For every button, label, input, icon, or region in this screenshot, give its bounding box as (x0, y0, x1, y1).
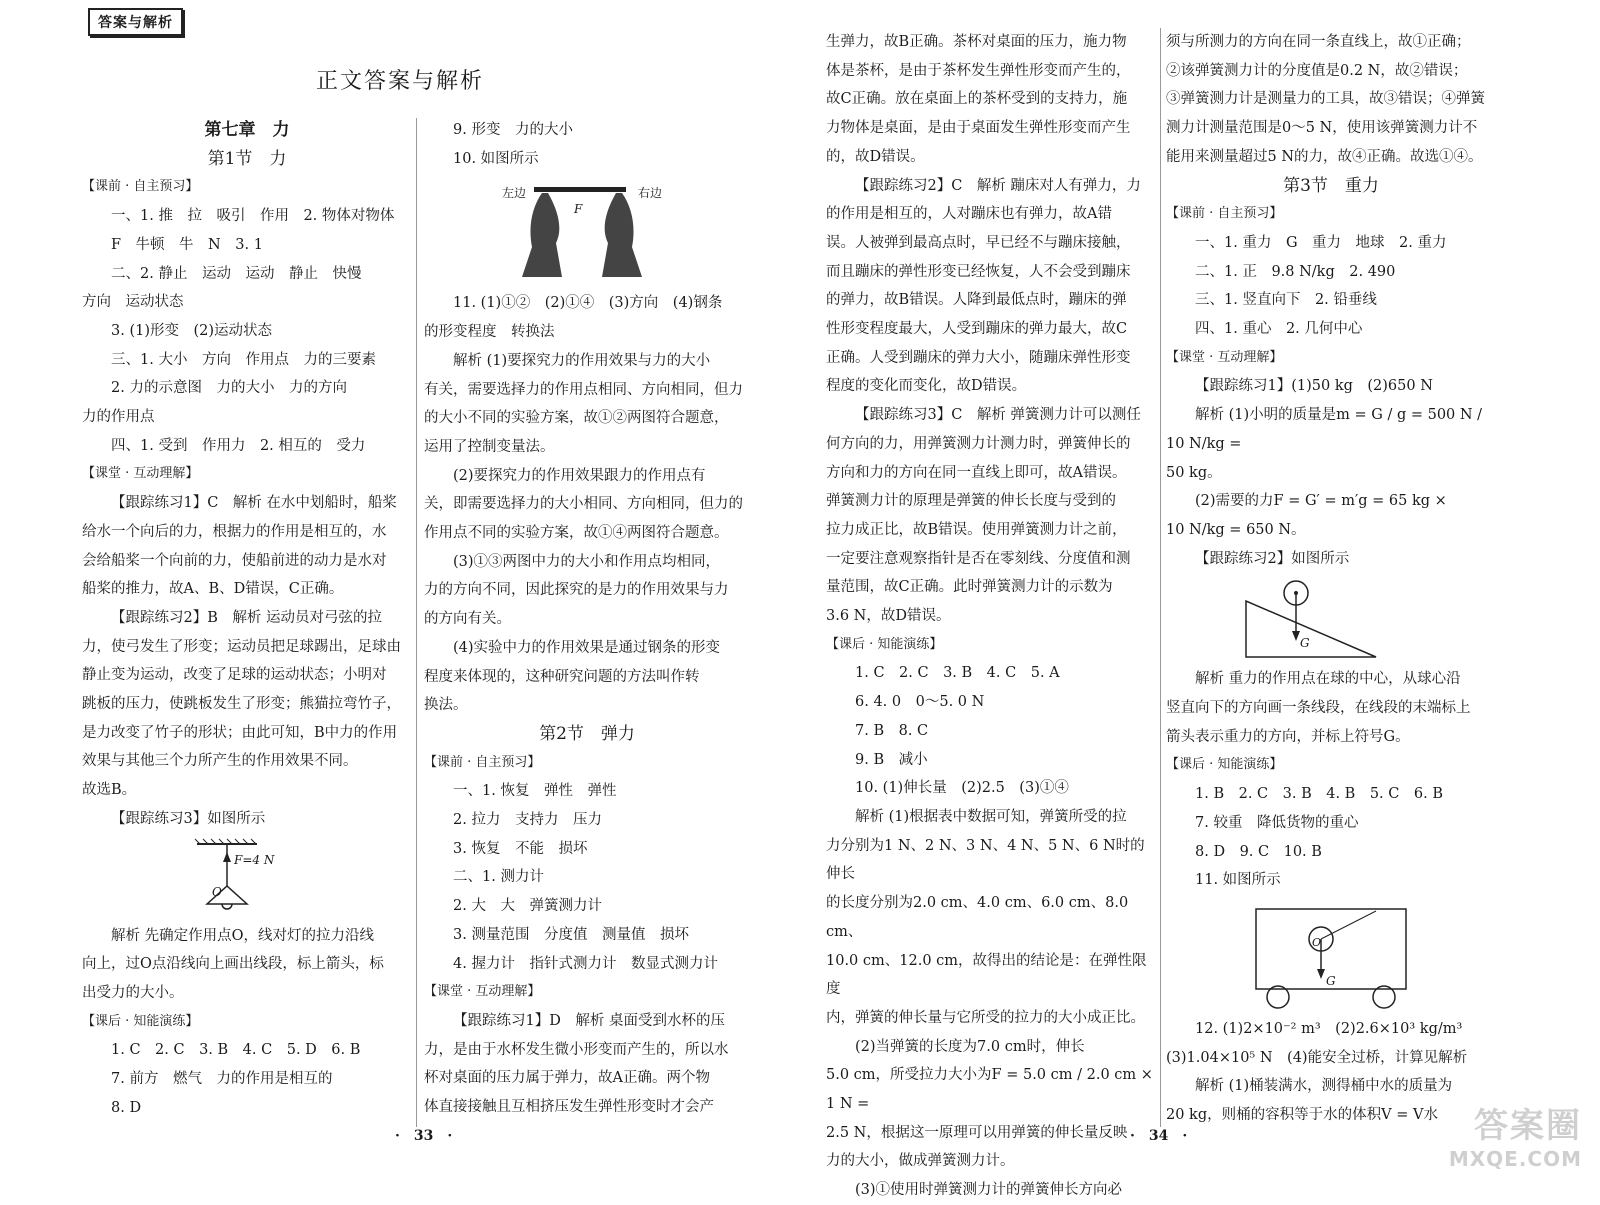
text-line: 体是茶杯，是由于茶杯发生弹性形变而产生的， (826, 62, 1131, 79)
text-line: 力物体是桌面，是由于桌面发生弹性形变而产生 (826, 120, 1131, 137)
left-side-label: 左边 (502, 186, 527, 201)
text-line: (2)需要的力F = G′ = m′g = 65 kg × (1195, 493, 1447, 510)
text-line: 8. D (111, 1099, 142, 1116)
text-line: 力的方向不同，因此探究的是力的作用效果与力 (424, 582, 729, 599)
text-line: ②该弹簧测力计的分度值是0.2 N，故②错误； (1166, 62, 1468, 79)
text-line: 能用来测量超过5 N的力，故④正确。故选①④。 (1166, 148, 1483, 165)
text-line: 12. (1)2×10⁻² m³ (2)2.6×10³ kg/m³ (1195, 1020, 1463, 1037)
text-line: (2)要探究力的作用效果跟力的作用点有 (453, 467, 706, 484)
text-line: 【跟踪练习1】(1)50 kg (2)650 N (1195, 378, 1433, 395)
text-line: 第1节 力 (207, 148, 287, 169)
text-line: 【课后 · 知能演练】 (82, 1013, 199, 1029)
lamp-figure (82, 838, 412, 918)
text-line: 量范围，故C正确。此时弹簧测力计的示数为 (826, 579, 1113, 596)
text-line: (2)当弹簧的长度为7.0 cm时，伸长 (855, 1038, 1085, 1055)
text-line: 关，即需要选择力的大小相同、方向相同，但力的 (424, 496, 743, 513)
hands-diagram (424, 177, 750, 285)
text-line: 7. B 8. C (855, 722, 929, 739)
point-label: O (212, 884, 222, 899)
text-line: 三、1. 竖直向下 2. 铅垂线 (1195, 292, 1377, 309)
text-line: (4)实验中力的作用效果是通过钢条的形变 (453, 639, 721, 656)
text-line: 【跟踪练习2】如图所示 (1195, 550, 1350, 567)
text-line: 4. 握力计 指针式测力计 数显式测力计 (453, 955, 718, 972)
text-line: 三、1. 大小 方向 作用点 力的三要素 (111, 351, 376, 368)
text-line: 10. 如图所示 (453, 150, 539, 167)
text-line: 【课前 · 自主预习】 (82, 179, 199, 195)
force-label: F=4 N (234, 852, 275, 867)
text-line: 一、1. 推 拉 吸引 作用 2. 物体对物体 (111, 208, 395, 225)
text-line: 故选B。 (82, 782, 137, 799)
text-line: 二、1. 测力计 (453, 869, 544, 886)
text-line: 10.0 cm、12.0 cm，故得出的结论是：在弹性限度 (826, 952, 1147, 998)
page-title: 正文答案与解析 (315, 69, 484, 94)
text-line: 而且蹦床的弹性形变已经恢复，人不会受到蹦床 (826, 263, 1131, 280)
text-line: 体直接接触且互相挤压发生弹性形变时才会产 (424, 1099, 714, 1116)
text-line: 2. 拉力 支持力 压力 (453, 812, 602, 829)
right-side-label: 右边 (638, 186, 663, 201)
text-line: 故C正确。放在桌面上的茶杯受到的支持力，施 (826, 91, 1128, 108)
text-line: 力分别为1 N、2 N、3 N、4 N、5 N、6 N时的伸长 (826, 837, 1145, 883)
text-line: 【跟踪练习1】C 解析 在水中划船时，船桨 (111, 495, 397, 512)
text-line: 竖直向下的方向画一条线段，在线段的末端标上 (1166, 700, 1471, 717)
left-column-2 (424, 116, 750, 1122)
text-line: 力，使弓发生了形变；运动员把足球踢出，足球由 (82, 638, 401, 655)
text-line: 作用点不同的实验方案，故①④两图符合题意。 (424, 525, 729, 542)
text-line: 【课堂 · 互动理解】 (1166, 349, 1283, 365)
text-line: 的形变程度 转换法 (424, 324, 555, 341)
text-line: 拉力成正比，故B错误。使用弹簧测力计之前， (826, 521, 1127, 538)
watermark-title: 答案圈 (1474, 1106, 1582, 1146)
text-line: 跳板的压力，使跳板发生了形变；熊猫拉弯竹子， (82, 696, 401, 713)
hands-figure (424, 177, 750, 285)
text-line: 7. 较重 降低货物的重心 (1195, 814, 1359, 831)
text-line: 11. 如图所示 (1195, 872, 1281, 889)
text-line: 第3节 重力 (1283, 175, 1379, 196)
text-line: 弹簧测力计的原理是弹簧的伸长长度与受到的 (826, 493, 1116, 510)
text-line: 5.0 cm，所受拉力大小为F = 5.0 cm / 2.0 cm × 1 N = (826, 1067, 1153, 1113)
text-line: 性形变程度最大，人受到蹦床的弹力最大，故C (826, 321, 1128, 338)
text-line: 方向 运动状态 (82, 294, 184, 311)
text-line: 3. 恢复 不能 损坏 (453, 840, 588, 857)
point-label: O (1312, 935, 1322, 949)
cart-figure (1166, 899, 1496, 1011)
left-page (0, 0, 800, 1179)
text-line: 一、1. 恢复 弹性 弹性 (453, 783, 617, 800)
text-line: 2. 力的示意图 力的大小 力的方向 (111, 380, 347, 397)
text-line: 是力改变了竹子的形状；由此可知，B中力的作用 (82, 724, 398, 741)
right-column-1 (826, 28, 1156, 1205)
text-line: 出受力的大小。 (82, 984, 184, 1001)
text-line: 误。人被弹到最高点时，早已经不与蹦床接触， (826, 234, 1131, 251)
right-page (800, 0, 1600, 1199)
text-line: 7. 前方 燃气 力的作用是相互的 (111, 1071, 333, 1088)
text-line: 二、2. 静止 运动 运动 静止 快慢 (111, 265, 362, 282)
text-line: 【课堂 · 互动理解】 (82, 466, 199, 482)
text-line: 【跟踪练习3】如图所示 (111, 810, 266, 827)
column-divider (1160, 28, 1161, 1127)
text-line: 换法。 (424, 697, 468, 714)
text-line: 测力计测量范围是0～5 N，使用该弹簧测力计不 (1166, 120, 1478, 137)
text-line: 【跟踪练习1】D 解析 桌面受到水杯的压 (453, 1012, 725, 1029)
text-line: 50 kg。 (1166, 464, 1222, 481)
text-line: 静止变为运动，改变了足球的运动状态；小明对 (82, 667, 387, 684)
text-line: 何方向的力，用弹簧测力计测力时，弹簧伸长的 (826, 435, 1131, 452)
page-number: · 33 · (395, 1128, 453, 1144)
text-line: 20 kg，则桶的容积等于水的体积V = V水 (1166, 1107, 1438, 1124)
text-line: 力，是由于水杯发生微小形变而产生的，所以水 (424, 1041, 729, 1058)
text-line: 的大小不同的实验方案，故①②两图符合题意， (424, 410, 729, 427)
text-line: 2.5 N，根据这一原理可以用弹簧的伸长量反映 (826, 1124, 1128, 1141)
text-line: 10 N/kg = 650 N。 (1166, 521, 1306, 538)
text-line: 效果与其他三个力所产生的作用效果不同。 (82, 753, 358, 770)
text-line: 力的大小，做成弹簧测力计。 (826, 1153, 1015, 1170)
text-line: 【跟踪练习3】C 解析 弹簧测力计可以测任 (855, 407, 1141, 424)
text-line: (3)①使用时弹簧测力计的弹簧伸长方向必 (855, 1182, 1123, 1199)
text-line: 四、1. 重心 2. 几何中心 (1195, 321, 1363, 338)
text-line: 二、1. 正 9.8 N/kg 2. 490 (1195, 263, 1396, 280)
text-line: 第2节 弹力 (539, 723, 635, 744)
text-line: 9. 形变 力的大小 (453, 122, 573, 138)
text-line: 运用了控制变量法。 (424, 438, 555, 455)
text-line: 解析 (1)要探究力的作用效果与力的大小 (453, 352, 711, 369)
text-line: 四、1. 受到 作用力 2. 相互的 受力 (111, 437, 366, 454)
text-line: 力的作用点 (82, 409, 155, 426)
text-line: ③弹簧测力计是测量力的工具，故③错误；④弹簧 (1166, 91, 1485, 108)
text-line: 1. C 2. C 3. B 4. C 5. D 6. B (111, 1042, 361, 1059)
text-line: 解析 重力的作用点在球的中心，从球心沿 (1195, 671, 1461, 688)
incline-diagram (1166, 577, 1496, 661)
text-line: 杯对桌面的压力属于弹力，故A正确。两个物 (424, 1070, 710, 1087)
section-tag: 答案与解析 (88, 8, 183, 36)
text-line: 3. (1)形变 (2)运动状态 (111, 322, 273, 339)
text-line: 的，故D错误。 (826, 148, 925, 165)
text-line: 有关，需要选择力的作用点相同、方向相同，但力 (424, 381, 743, 398)
text-line: 3. 测量范围 分度值 测量值 损坏 (453, 926, 689, 943)
text-line: 【课后 · 知能演练】 (826, 636, 943, 652)
text-line: 【课堂 · 互动理解】 (424, 984, 541, 1000)
text-line: 的长度分别为2.0 cm、4.0 cm、6.0 cm、8.0 cm、 (826, 895, 1129, 940)
text-line: 正确。人受到蹦床的弹力大小，随蹦床弹性形变 (826, 349, 1131, 366)
text-line: 箭头表示重力的方向，并标上符号G。 (1166, 728, 1410, 745)
text-line: 会给船桨一个向前的力，使船前进的动力是水对 (82, 552, 387, 569)
text-line: 第七章 力 (204, 120, 290, 140)
text-line: 【课前 · 自主预习】 (424, 754, 541, 770)
text-line: 【跟踪练习2】C 解析 蹦床对人有弹力，力 (855, 177, 1141, 194)
text-line: 1. C 2. C 3. B 4. C 5. A (855, 665, 1060, 682)
page-number: · 34 · (1130, 1128, 1188, 1144)
text-line: 1. B 2. C 3. B 4. B 5. C 6. B (1195, 786, 1443, 803)
text-line: 3.6 N，故D错误。 (826, 608, 951, 625)
text-line: 程度的变化而变化，故D错误。 (826, 378, 1027, 395)
text-line: 【课前 · 自主预习】 (1166, 206, 1283, 222)
text-line: 解析 (1)小明的质量是m = G / g = 500 N / 10 N/kg = (1166, 407, 1483, 452)
text-line: 一定要注意观察指针是否在零刻线、分度值和测 (826, 550, 1131, 567)
watermark-url: MXQE.COM (1448, 1147, 1582, 1171)
text-line: 【跟踪练习2】B 解析 运动员对弓弦的拉 (111, 609, 382, 626)
text-line: 9. B 减小 (855, 751, 928, 768)
text-line: 解析 先确定作用点O，线对灯的拉力沿线 (111, 927, 374, 944)
text-line: 11. (1)①② (2)①④ (3)方向 (4)钢条 (453, 295, 723, 312)
right-column-2 (1166, 28, 1496, 1130)
text-line: 的作用是相互的，人对蹦床也有弹力，故A错 (826, 206, 1112, 223)
text-line: 给水一个向后的力，根据力的作用是相互的，水 (82, 523, 387, 540)
gravity-label: G (1300, 636, 1310, 651)
column-divider (416, 118, 417, 1127)
text-line: 的弹力，故B错误。人降到最低点时，蹦床的弹 (826, 292, 1127, 309)
text-line: 10. (1)伸长量 (2)2.5 (3)①④ (855, 780, 1069, 797)
text-line: 解析 (1)桶装满水，测得桶中水的质量为 (1195, 1078, 1453, 1095)
incline-figure (1166, 577, 1496, 661)
text-line: 船桨的推力，故A、B、D错误，C正确。 (82, 581, 344, 598)
text-line: 【课后 · 知能演练】 (1166, 757, 1283, 773)
text-line: 2. 大 大 弹簧测力计 (453, 898, 602, 915)
text-line: 向上，过O点沿线向上画出线段，标上箭头，标 (82, 956, 384, 973)
text-line: 的方向有关。 (424, 611, 511, 628)
text-line: F 牛顿 牛 N 3. 1 (111, 236, 263, 253)
text-line: 一、1. 重力 G 重力 地球 2. 重力 (1195, 234, 1447, 251)
force-label: F (574, 202, 583, 217)
text-line: 方向和力的方向在同一直线上即可，故A错误。 (826, 464, 1127, 481)
text-line: 须与所测力的方向在同一条直线上，故①正确； (1166, 34, 1471, 50)
text-line: 程度来体现的，这种研究问题的方法叫作转 (424, 668, 700, 685)
text-line: 6. 4. 0 0～5. 0 N (855, 694, 985, 711)
text-line: 生弹力，故B正确。茶杯对桌面的压力，施力物 (826, 34, 1127, 50)
text-line: (3)1.04×10⁵ N (4)能安全过桥，计算见解析 (1166, 1049, 1468, 1066)
text-line: 解析 (1)根据表中数据可知，弹簧所受的拉 (855, 808, 1127, 825)
text-line: 8. D 9. C 10. B (1195, 843, 1322, 860)
text-line: 内，弹簧的伸长量与它所受的拉力的大小成正比。 (826, 1009, 1145, 1026)
watermark-logo (1449, 1098, 1582, 1171)
text-line: (3)①③两图中力的大小和作用点均相同， (453, 553, 721, 570)
gravity-label: G (1326, 973, 1336, 988)
left-column-1 (82, 116, 412, 1123)
